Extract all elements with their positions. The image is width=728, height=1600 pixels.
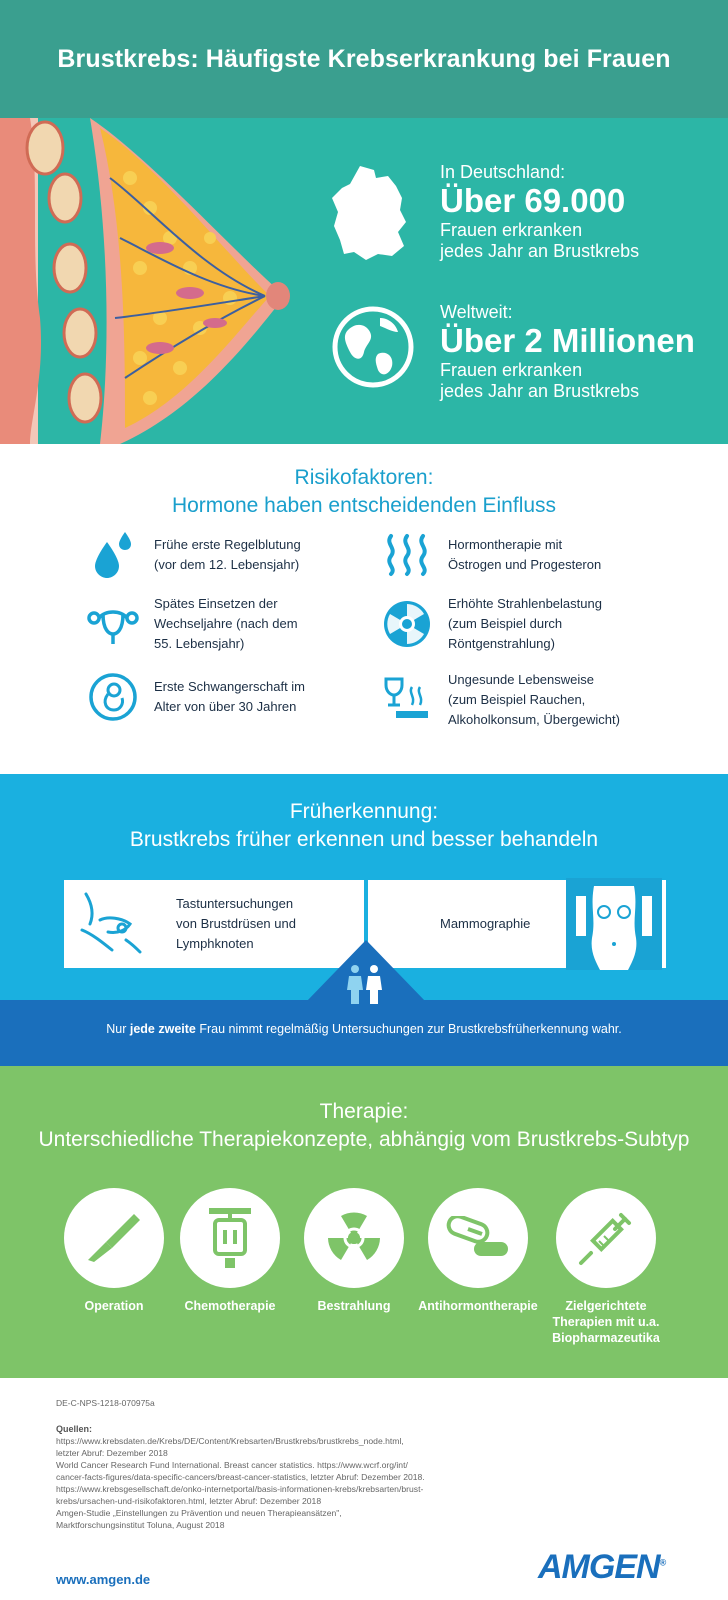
band-text-post: Frau nimmt regelmäßig Untersuchungen zur Brustkrebsfrüherkennung wahr. — [195, 1022, 622, 1036]
breast-anatomy-illustration — [0, 118, 300, 444]
stats-section — [0, 118, 728, 444]
mammography-icon — [566, 878, 662, 970]
therapy-heading: Therapie: — [319, 1100, 409, 1123]
document-code: DE-C-NPS-1218-070975a — [56, 1398, 155, 1408]
risk-factor-hormone-therapy — [380, 528, 601, 582]
germany-map-icon — [330, 164, 412, 262]
risk-factor-text: Hormontherapie mit Östrogen und Progesteron — [448, 537, 602, 572]
source-line: Marktforschungsinstitut Toluna, August 2018 — [56, 1520, 225, 1530]
website-link[interactable]: www.amgen.de — [56, 1572, 151, 1587]
pill-icon — [444, 1216, 512, 1260]
amgen-logo — [538, 1548, 665, 1587]
stat-germany-desc2: jedes Jahr an Brustkrebs — [440, 241, 640, 261]
stat-germany-label: In Deutschland: — [440, 162, 566, 182]
therapy-radiation-circle — [304, 1188, 404, 1288]
title-bar — [0, 0, 728, 118]
early-subheading: Brustkrebs früher erkennen und besser behandeln — [129, 828, 599, 851]
risk-factor-menopause — [86, 594, 298, 654]
therapy-targeted-circle — [556, 1188, 656, 1288]
therapy-label-radiation: Bestrahlung — [317, 1299, 391, 1313]
stat-world — [440, 302, 695, 402]
therapy-antihormone-circle — [428, 1188, 528, 1288]
risk-factor-text: Spätes Einsetzen der Wechseljahre (nach dem 55. Lebensjahr) — [154, 596, 298, 651]
risk-subheading: Hormone haben entscheidenden Einfluss — [171, 494, 557, 517]
embryo-icon — [86, 670, 140, 724]
risk-factor-lifestyle — [380, 670, 620, 730]
source-line: https://www.krebsdaten.de/Krebs/DE/Content/Krebsarten/Brustkrebs/brustkrebs_node.html, — [56, 1436, 404, 1446]
risk-section — [0, 444, 728, 774]
palpation-hand-icon — [78, 890, 144, 958]
stat-germany-value: Über 69.000 — [440, 182, 626, 219]
scalpel-icon — [86, 1210, 142, 1266]
risk-factor-text: Erhöhte Strahlenbelastung (zum Beispiel durch Röntgenstrahlung) — [448, 596, 602, 651]
therapy-label-chemo: Chemotherapie — [184, 1299, 276, 1313]
stat-germany-desc1: Frauen erkranken — [440, 220, 583, 240]
source-line: cancer-facts-figures/data-specific-cancers/breast-cancer-statistics, letzter Abruf: Dezember 2018. — [56, 1472, 425, 1482]
risk-factor-text: Erste Schwangerschaft im Alter von über 30 Jahren — [154, 679, 306, 714]
stat-germany — [440, 162, 639, 262]
source-line: World Cancer Research Fund International. Breast cancer statistics. https://www.wcrf.org/int/ — [56, 1460, 408, 1470]
stat-world-label: Weltweit: — [440, 302, 513, 322]
therapy-chemo-circle — [180, 1188, 280, 1288]
therapy-label-targeted: Zielgerichtete Therapien mit u.a. Biopharmazeutika — [552, 1299, 660, 1345]
early-heading: Früherkennung: — [289, 800, 439, 823]
therapy-operation-circle — [64, 1188, 164, 1288]
stat-world-desc2: jedes Jahr an Brustkrebs — [440, 381, 640, 401]
stat-world-desc1: Frauen erkranken — [440, 360, 583, 380]
statistic-band-text — [0, 1022, 728, 1036]
wine-cigarette-icon — [380, 673, 434, 727]
risk-factor-menarche — [86, 528, 301, 582]
drops-icon — [86, 528, 140, 582]
risk-factor-text: Ungesunde Lebensweise (zum Beispiel Rauchen, Alkoholkonsum, Übergewicht) — [448, 672, 620, 727]
page-title: Brustkrebs: Häufigste Krebserkrankung bei Frauen — [57, 44, 671, 73]
sources-heading: Quellen: — [56, 1424, 93, 1434]
palpation-text: Tastuntersuchungen von Brustdrüsen und Lymphknoten — [176, 896, 296, 951]
women-icon — [344, 964, 386, 1006]
source-line: https://www.krebsgesellschaft.de/onko-internetportal/basis-informationen-krebs/krebsarten/brust- — [56, 1484, 424, 1494]
risk-heading: Risikofaktoren: — [294, 466, 434, 489]
source-line: Amgen-Studie „Einstellungen zu Prävention und neuen Therapieansätzen", — [56, 1508, 342, 1518]
infusion-icon — [205, 1206, 255, 1270]
uterus-icon — [86, 597, 140, 651]
globe-icon — [330, 304, 416, 390]
band-text-bold: jede zweite — [129, 1022, 196, 1036]
therapy-label-antihormone: Antihormontherapie — [418, 1299, 538, 1313]
syringe-icon — [577, 1209, 635, 1267]
source-line: krebs/ursachen-und-risikofaktoren.html, letzter Abruf: Dezember 2018 — [56, 1496, 322, 1506]
risk-factor-radiation — [380, 594, 602, 654]
stat-world-value: Über 2 Millionen — [440, 322, 695, 359]
source-line: letzter Abruf: Dezember 2018 — [56, 1448, 168, 1458]
risk-factor-text: Frühe erste Regelblutung (vor dem 12. Lebensjahr) — [154, 537, 301, 572]
therapy-label-operation: Operation — [84, 1299, 144, 1313]
therapy-subheading: Unterschiedliche Therapiekonzepte, abhängig vom Brustkrebs-Subtyp — [38, 1128, 690, 1151]
risk-factor-pregnancy — [86, 670, 305, 724]
waves-icon — [380, 528, 434, 582]
radiation-wheel-icon — [380, 597, 434, 651]
mammography-text: Mammographie — [440, 916, 531, 931]
band-text-pre: Nur — [106, 1022, 130, 1036]
logo-registered-mark: ® — [659, 1557, 666, 1568]
logo-text: AMGEN — [538, 1548, 660, 1586]
radiation-icon — [325, 1209, 383, 1267]
